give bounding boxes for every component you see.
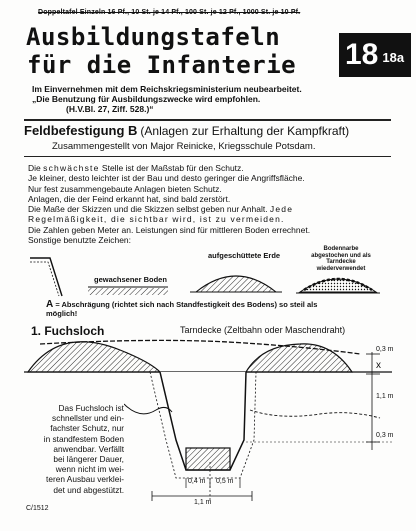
dim-floor-left: 0,4 m [188,478,206,485]
body-line: Die Zahlen geben Meter an. Leistungen sind für mittleren Boden errechnet. [28,224,311,235]
dim-lower: 0,3 m [376,432,394,439]
quote-line: „Die Benutzung für Ausbildungszwecke wird empfohlen. [32,94,261,104]
body-text-part: . [281,214,284,225]
approval-line: Im Einvernehmen mit dem Reichskriegsministerium neubearbeitet. [32,84,302,94]
title-line-1: Ausbildungstafeln [26,23,281,51]
body-text-emph: schwächste [43,163,100,173]
body-line: Nur fest zusammengebaute Anlagen bieten Schutz. [28,183,222,194]
legend-sod-line: abgestochen und als [311,252,371,259]
legend-sod-line: Bodennarbe [323,246,359,252]
body-text-part: Stelle ist der Maßstab für den Schutz. [99,163,244,173]
badge-number: 18 [345,38,379,71]
body-text-part: Die [28,163,44,173]
desc-line: bei längerer Dauer, [53,454,124,465]
slope-note [46,300,317,318]
sod-symbol [296,279,380,293]
slope-symbol [30,258,62,296]
price-line: Doppeltafel Einzeln 16 Pf., 10 St. je 14 Pf., 100 St. je 12 Pf., 1000 St. je 10 Pf. [38,9,301,16]
legend-grown-soil-label: gewachsener Boden [94,275,167,284]
body-text-emph: Regelmäßigkeit [28,214,104,225]
legend-sod-line: Tarndecke [326,259,356,265]
desc-line: wenn nicht im wei- [55,464,124,475]
desc-line: Das Fuchsloch ist [58,403,124,413]
desc-line: teren Ausbau verklei- [46,474,124,485]
slope-note-text: = Abschrägung (richtet sich nach Standfestigkeit des Bodens) so steil als [53,300,318,309]
body-line: Sonstige benutzte Zeichen: [28,235,132,246]
body-text-emph: vermeiden [230,214,282,225]
desc-line: schnellster und ein- [52,413,124,424]
body-line: Je kleiner, desto leichter ist der Bau und desto geringer die Angriffsfläche. [28,173,305,184]
desc-line: det und abgestützt. [53,484,124,495]
citation-line: (H.V.Bl. 27, Ziff. 528.)“ [66,104,154,114]
desc-line: anwendbar. Verfällt [53,443,124,454]
cover-label: Tarndecke (Zeltbahn oder Maschendraht) [180,325,346,335]
dim-marker: x [376,360,381,371]
body-text-part: , die sichtbar wird, ist zu [103,214,231,225]
legend-sod-label [306,246,376,272]
dim-top: 0,3 m [376,346,394,353]
author-line: Zusammengestellt von Major Reinicke, Kriegsschule Potsdam. [52,141,316,152]
foxhole-heading: 1. Fuchsloch [31,324,105,338]
legend-heaped-earth-label: aufgeschüttete Erde [208,251,281,260]
body-text-emph: Jede [269,204,294,215]
heaped-earth-symbol [190,276,282,292]
dim-floor-right: 0,5 m [216,478,234,485]
dim-depth: 1,1 m [376,393,394,400]
body-line: Anlagen, die der Feind erkannt hat, sind bald zerstört. [28,193,231,204]
dim-width: 1,1 m [194,499,212,506]
slope-note-text: möglich! [46,309,78,318]
legend-sod-line: wiederverwendet [316,265,366,272]
body-text-part: Die Maße der Skizzen und die Skizzen selbst geben nur Anhalt. [28,204,270,215]
section-title-main: Feldbefestigung B [24,123,138,138]
grown-soil-symbol [88,287,168,295]
title-line-2: für die Infanterie [27,51,297,79]
desc-line: fachster Schutz, nur [50,423,124,434]
foxhole-description [28,403,124,495]
slope-note-letter: A [46,299,54,310]
footer-code: C/1512 [26,505,49,512]
badge-suffix: 18a [382,49,405,65]
section-title-paren: (Anlagen zur Erhaltung der Kampfkraft) [140,124,350,138]
desc-line: in standfestem Boden [43,433,124,444]
